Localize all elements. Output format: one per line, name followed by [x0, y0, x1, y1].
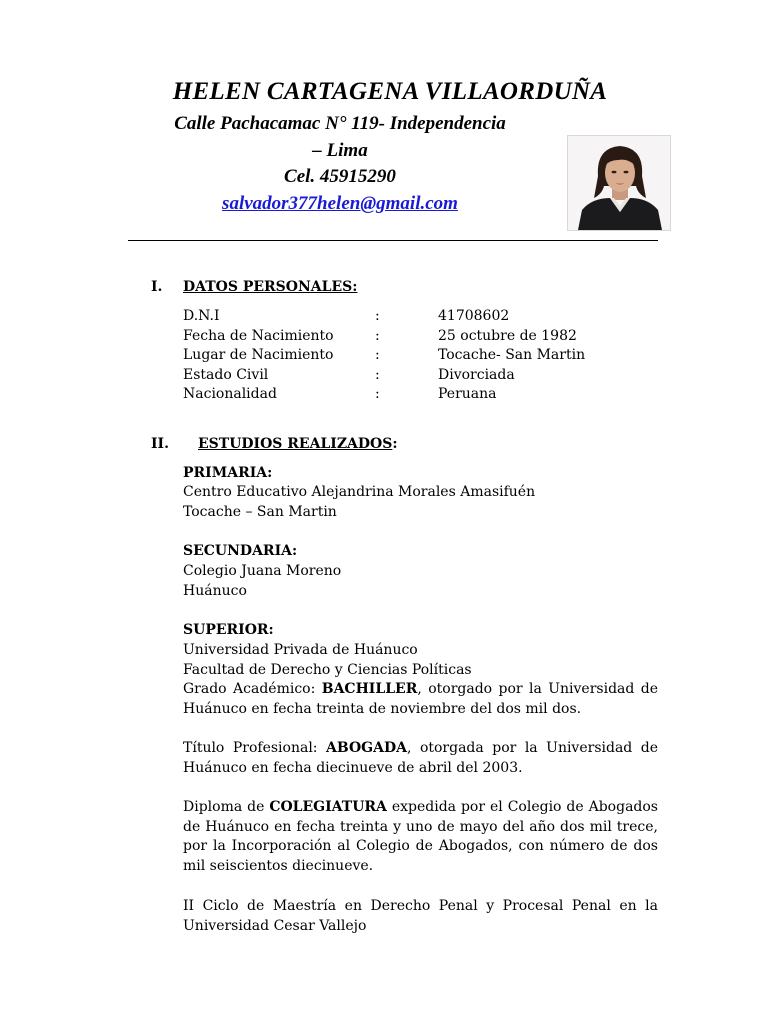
- address-line-1: Calle Pachacamac N° 119- Independencia: [174, 113, 506, 134]
- row-separator: :: [375, 386, 380, 402]
- section-2-title: ESTUDIOS REALIZADOS: [198, 436, 393, 452]
- row-value: Divorciada: [438, 367, 515, 383]
- row-separator: :: [375, 367, 380, 383]
- primaria-heading: PRIMARIA:: [183, 465, 273, 481]
- row-label: Nacionalidad: [183, 386, 277, 402]
- email-link[interactable]: salvador377helen@gmail.com: [222, 193, 458, 214]
- header-divider: [128, 240, 658, 241]
- row-value: Tocache- San Martin: [438, 347, 586, 363]
- row-separator: :: [375, 308, 380, 324]
- row-value: 41708602: [438, 308, 510, 324]
- secundaria-heading: SECUNDARIA:: [183, 543, 298, 559]
- email-line: [120, 193, 560, 215]
- diploma-title: COLEGIATURA: [269, 799, 387, 815]
- row-label: D.N.I: [183, 308, 220, 324]
- row-label: Fecha de Nacimiento: [183, 328, 334, 344]
- section-2-colon: :: [392, 436, 398, 452]
- secundaria-school: Colegio Juana Moreno: [183, 563, 342, 579]
- section-1-number: I.: [151, 279, 163, 295]
- grado-degree: BACHILLER: [321, 681, 418, 697]
- profile-photo: [567, 135, 671, 231]
- address-line-2: – Lima: [312, 140, 368, 161]
- row-separator: :: [375, 347, 380, 363]
- diploma-prefix: Diploma de: [183, 799, 270, 815]
- section-2-number: II.: [151, 436, 169, 452]
- grado-academico-paragraph: [183, 680, 658, 719]
- section-1-title: DATOS PERSONALES:: [183, 279, 358, 295]
- section-2-heading: [198, 436, 398, 452]
- grado-suffix: , otorgado por la Universidad de Huánuco en fecha treinta de noviembre del dos mil dos.: [183, 681, 658, 717]
- row-separator: :: [375, 328, 380, 344]
- secundaria-location: Huánuco: [183, 583, 247, 599]
- row-label: Estado Civil: [183, 367, 269, 383]
- phone-number: Cel. 45915290: [284, 166, 396, 187]
- diploma-suffix: expedida por el Colegio de Abogados de Huánuco en fecha treinta y uno de mayo del año dos mil trece, por la Incorporación al Colegio de Abogados, con número de dos mil seiscientos diecinueve.: [183, 799, 658, 874]
- colegiatura-paragraph: [183, 798, 658, 876]
- titulo-suffix: , otorgada por la Universidad de Huánuco en fecha diecinueve de abril del 2003.: [183, 740, 658, 776]
- titulo-degree: ABOGADA: [326, 740, 407, 756]
- titulo-profesional-paragraph: [183, 739, 658, 778]
- superior-faculty: Facultad de Derecho y Ciencias Políticas: [183, 662, 472, 678]
- maestria-paragraph: II Ciclo de Maestría en Derecho Penal y Procesal Penal en la Universidad Cesar Vallejo: [183, 898, 658, 934]
- superior-university: Universidad Privada de Huánuco: [183, 642, 418, 658]
- primaria-school: Centro Educativo Alejandrina Morales Amasifuén: [183, 484, 536, 500]
- superior-heading: SUPERIOR:: [183, 622, 274, 638]
- row-value: Peruana: [438, 386, 497, 402]
- row-value: 25 octubre de 1982: [438, 328, 577, 344]
- titulo-prefix: Título Profesional:: [183, 740, 327, 756]
- grado-prefix: Grado Académico:: [183, 681, 322, 697]
- row-label: Lugar de Nacimiento: [183, 347, 334, 363]
- portrait-image: [568, 136, 670, 230]
- full-name: HELEN CARTAGENA VILLAORDUÑA: [172, 78, 608, 105]
- primaria-location: Tocache – San Martin: [183, 504, 337, 520]
